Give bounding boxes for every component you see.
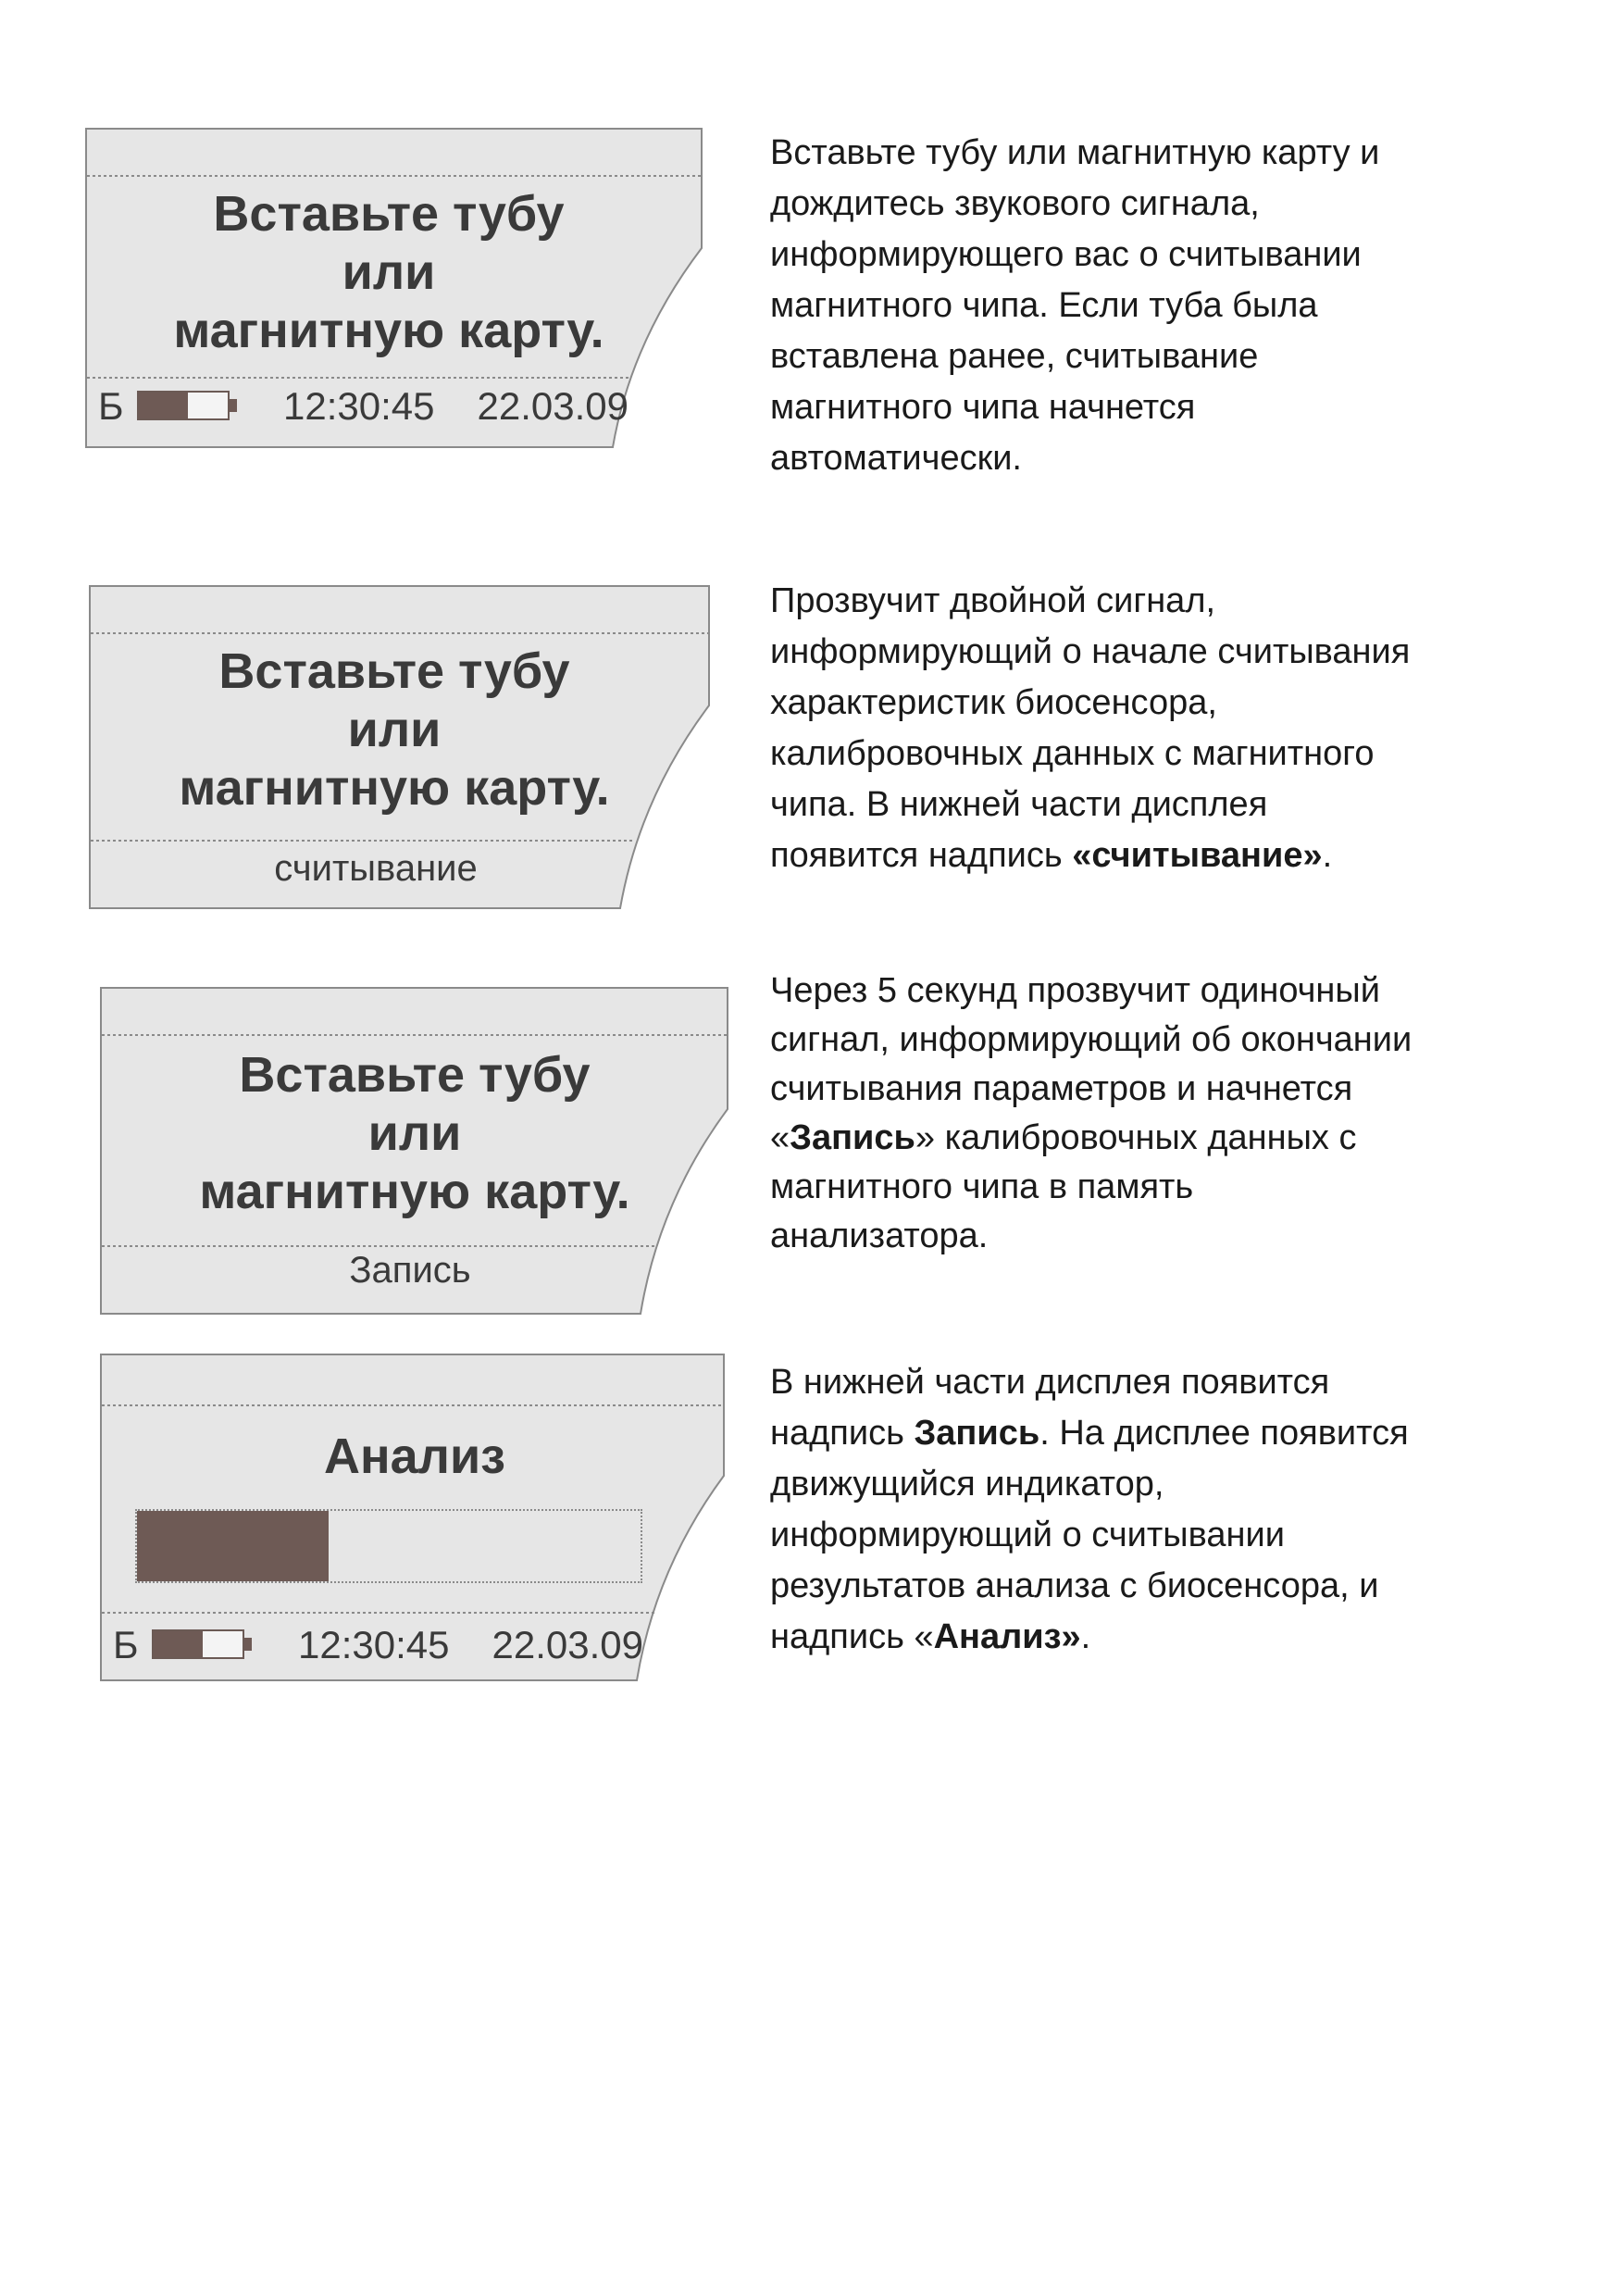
description-line: магнитного чипа. Если туба была: [770, 286, 1318, 325]
battery-icon: [137, 391, 231, 422]
description-line: информирующего вас о считывании: [770, 235, 1362, 274]
description-line: чипа. В нижней части дисплея: [770, 785, 1268, 824]
text-run: .: [1322, 836, 1333, 875]
status-bar: [113, 1622, 643, 1668]
display-footer-label: считывание: [274, 848, 478, 889]
text-run: » калибровочных данных с: [915, 1118, 1357, 1157]
text-run: .: [1080, 1617, 1091, 1656]
display-title: [85, 185, 692, 360]
status-date: 22.03.09: [477, 384, 629, 428]
display-screen-reading: [89, 585, 715, 909]
text-run: появится надпись: [770, 836, 1073, 875]
description-line: Вставьте тубу или магнитную карту и: [770, 133, 1380, 172]
description-line: В нижней части дисплея появится: [770, 1363, 1330, 1402]
description-line: анализатора.: [770, 1217, 989, 1255]
description-line: магнитного чипа в память: [770, 1167, 1194, 1206]
display-title-line: или: [347, 702, 442, 757]
description-line: Прозвучит двойной сигнал,: [770, 581, 1216, 620]
display-title-line: или: [367, 1105, 462, 1161]
description-line: информирующий о считывании: [770, 1516, 1285, 1554]
display-title-line: магнитную карту.: [173, 303, 604, 358]
bold-term: Запись: [914, 1414, 1040, 1453]
bold-term: Анализ»: [933, 1617, 1081, 1656]
description-1: [770, 128, 1501, 484]
progress-indicator: [135, 1509, 642, 1583]
progress-fill: [137, 1511, 329, 1581]
display-title-line: Вставьте тубу: [213, 186, 565, 242]
description-line: вставлена ранее, считывание: [770, 337, 1259, 376]
description-2: [770, 576, 1501, 881]
status-time: 12:30:45: [283, 384, 435, 428]
status-bar: [98, 383, 629, 430]
description-line: результатов анализа с биосенсора, и: [770, 1566, 1379, 1605]
description-line: калибровочных данных с магнитного: [770, 734, 1375, 773]
bold-term: Запись: [790, 1118, 915, 1157]
display-screen-analysis: [100, 1354, 729, 1681]
display-footer-label: Запись: [349, 1250, 471, 1291]
display-title-line: магнитную карту.: [179, 760, 610, 816]
display-title-line: Вставьте тубу: [239, 1047, 591, 1103]
description-4: [770, 1357, 1501, 1663]
description-line: характеристик биосенсора,: [770, 683, 1217, 722]
text-run: . На дисплее появится: [1039, 1414, 1409, 1453]
description-line: автоматически.: [770, 439, 1022, 478]
description-line: [770, 830, 1501, 881]
display-title: Анализ: [324, 1429, 505, 1484]
description-line: [770, 1612, 1501, 1663]
display-screen-writing: [100, 987, 733, 1315]
battery-label: Б: [98, 384, 124, 428]
display-title-line: магнитную карту.: [199, 1164, 630, 1219]
text-run: «: [770, 1118, 790, 1157]
description-line: дождитесь звукового сигнала,: [770, 184, 1260, 223]
description-line: магнитного чипа начнется: [770, 388, 1196, 427]
battery-icon: [152, 1629, 246, 1661]
bold-term: «считывание»: [1072, 836, 1323, 875]
description-line: информирующий о начале считывания: [770, 632, 1411, 671]
display-title-line: или: [342, 244, 436, 300]
description-line: [770, 1408, 1501, 1459]
display-title-line: Вставьте тубу: [218, 643, 570, 699]
status-date: 22.03.09: [492, 1623, 643, 1666]
text-run: надпись «: [770, 1617, 934, 1656]
display-screen-insert: [85, 128, 707, 448]
display-title: [89, 643, 700, 817]
description-line: считывания параметров и начнется: [770, 1069, 1353, 1108]
description-line: движущийся индикатор,: [770, 1465, 1164, 1504]
display-title: [100, 1046, 729, 1221]
description-line: сигнал, информирующий об окончании: [770, 1020, 1413, 1059]
description-line: Через 5 секунд прозвучит одиночный: [770, 971, 1380, 1010]
text-run: надпись: [770, 1414, 915, 1453]
description-line: [770, 1114, 1501, 1163]
description-3: [770, 967, 1501, 1261]
battery-label: Б: [113, 1623, 139, 1666]
status-time: 12:30:45: [298, 1623, 450, 1666]
